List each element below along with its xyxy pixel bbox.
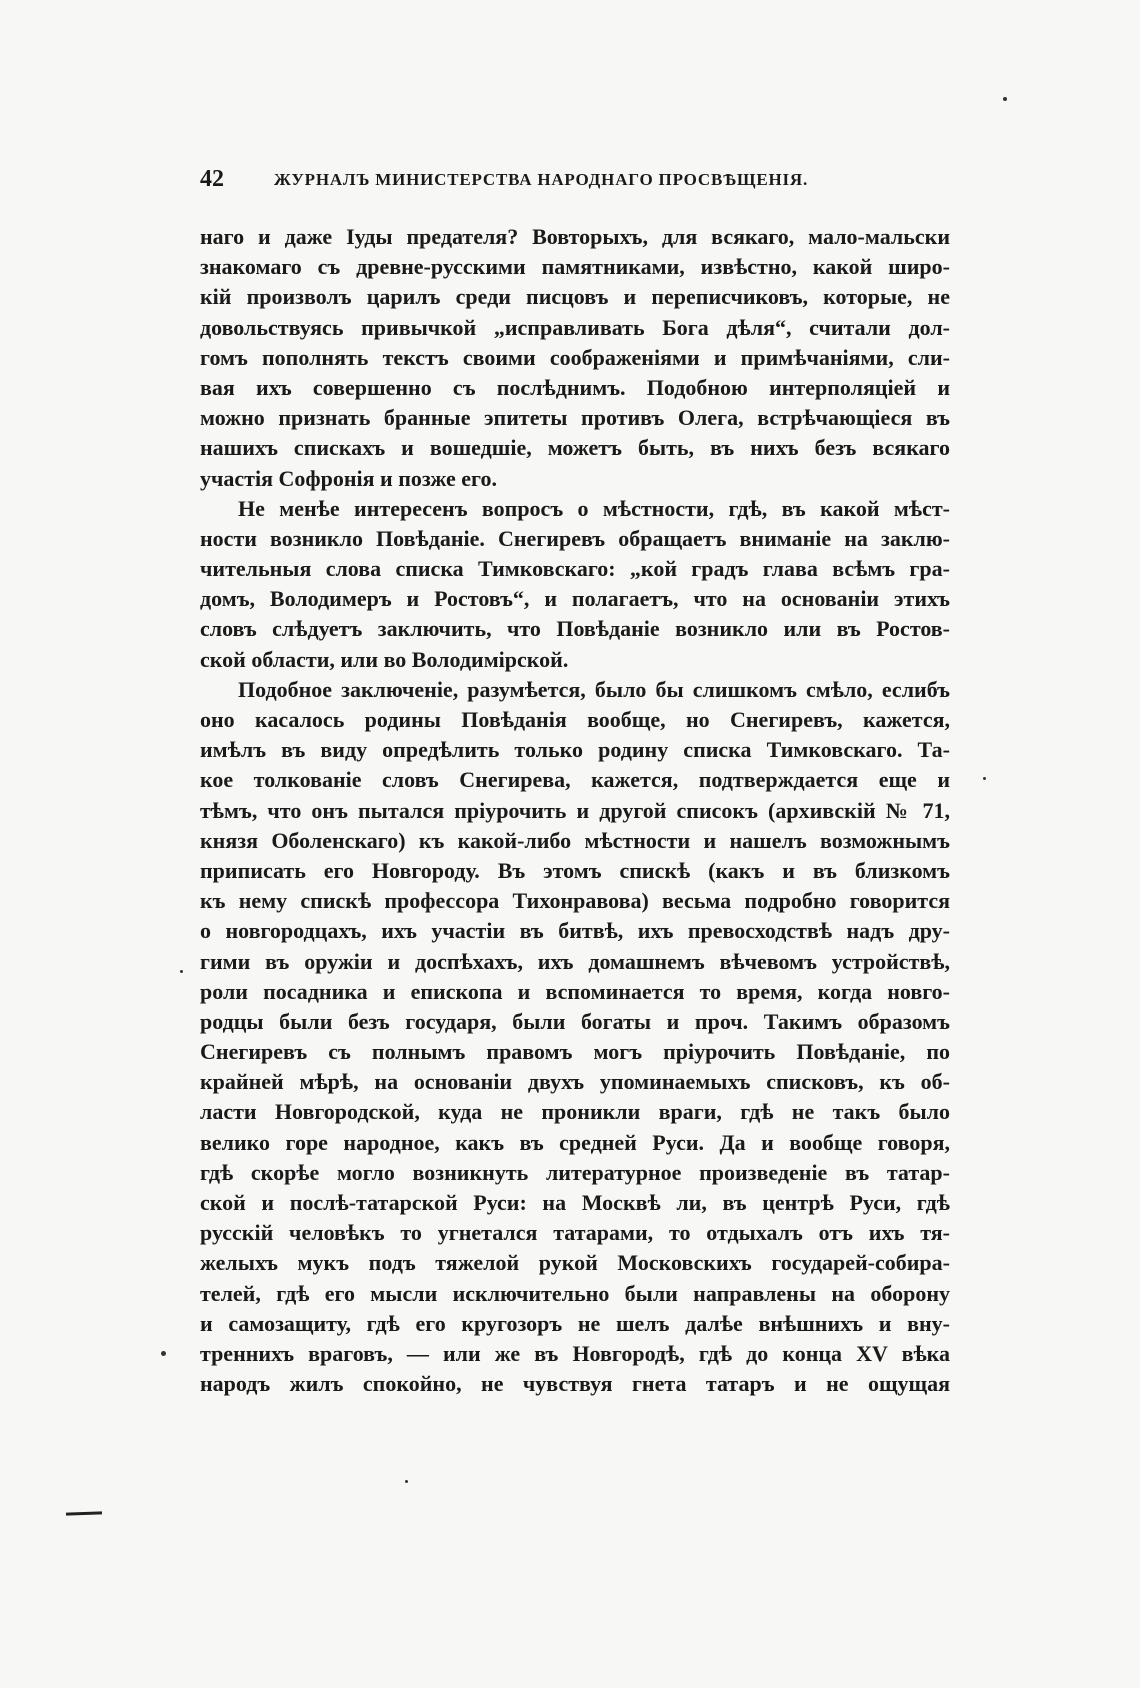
text-line: домъ, Володимеръ и Ростовъ“, и полагаетъ, что на основаніи этихъ — [200, 586, 950, 612]
text-line: приписать его Новгороду. Въ этомъ спискѣ (какъ и въ близкомъ — [200, 857, 950, 883]
text-line: русскій человѣкъ то угнетался татарами, то отдыхалъ отъ ихъ тя- — [200, 1220, 950, 1246]
text-line: родцы были безъ государя, были богаты и проч. Такимъ образомъ — [200, 1008, 950, 1034]
text-line: народъ жилъ спокойно, не чувствуя гнета татаръ и не ощущая — [200, 1371, 950, 1397]
text-line: кое толкованіе словъ Снегирева, кажется, подтверждается еще и — [200, 767, 950, 793]
text-line: и самозащиту, гдѣ его кругозоръ не шелъ далѣе внѣшнихъ и вну- — [200, 1310, 950, 1336]
text-line: словъ слѣдуетъ заключить, что Повѣданіе возникло или въ Ростов- — [200, 616, 950, 642]
text-line: Подобное заключеніе, разумѣется, было бы слишкомъ смѣло, еслибъ — [238, 676, 950, 702]
text-line: ласти Новгородской, куда не проникли враги, гдѣ не такъ было — [200, 1099, 950, 1125]
text-line: вая ихъ совершенно съ послѣднимъ. Подобною интерполяціей и — [200, 374, 950, 400]
text-line: участія Софронія и позже его. — [200, 465, 497, 491]
scan-speck — [405, 1480, 408, 1483]
text-line: Не менѣе интересенъ вопросъ о мѣстности, гдѣ, въ какой мѣст- — [238, 495, 950, 521]
text-line: князя Оболенскаго) къ какой-либо мѣстности и нашелъ возможнымъ — [200, 827, 950, 853]
text-line: гдѣ скорѣе могло возникнуть литературное произведеніе въ татар- — [200, 1159, 950, 1185]
text-line: велико горе народное, какъ въ средней Руси. Да и вообще говоря, — [200, 1129, 950, 1155]
text-line: телей, гдѣ его мысли исключительно были направлены на оборону — [200, 1280, 950, 1306]
page-number: 42 — [200, 166, 224, 192]
scan-speck — [1003, 97, 1007, 101]
text-line: чительныя слова списка Тимковскаго: „кой градъ глава всѣмъ гра- — [200, 556, 950, 582]
text-line: желыхъ мукъ подъ тяжелой рукой Московскихъ государей-собира- — [200, 1250, 950, 1276]
text-line: Снегиревъ съ полнымъ правомъ могъ пріурочить Повѣданіе, по — [200, 1039, 950, 1065]
text-line: имѣлъ въ виду опредѣлить только родину списка Тимковскаго. Та- — [200, 737, 950, 763]
text-line: гомъ пополнять текстъ своими соображеніями и примѣчаніями, сли- — [200, 344, 950, 370]
text-line: кій произволъ царилъ среди писцовъ и переписчиковъ, которые, не — [200, 284, 950, 310]
text-line: тѣмъ, что онъ пытался пріурочить и другой списокъ (архивскій № 71, — [200, 797, 950, 823]
text-line: крайней мѣрѣ, на основаніи двухъ упоминаемыхъ списковъ, къ об- — [200, 1069, 950, 1095]
scan-speck — [983, 777, 986, 780]
text-line: довольствуясь привычкой „исправливать Бога дѣля“, считали дол- — [200, 314, 950, 340]
running-head — [200, 166, 960, 200]
journal-title: ЖУРНАЛЪ МИНИСТЕРСТВА НАРОДНАГО ПРОСВѢЩЕНІЯ. — [274, 170, 809, 189]
text-line: роли посадника и епископа и вспоминается то время, когда новго- — [200, 978, 950, 1004]
scan-speck — [161, 1351, 166, 1356]
text-line: можно признать бранные эпитеты противъ Олега, встрѣчающіеся въ — [200, 405, 950, 431]
text-line: треннихъ враговъ, — или же въ Новгородѣ, гдѣ до конца XV вѣка — [200, 1340, 950, 1366]
text-line: гими въ оружіи и доспѣхахъ, ихъ домашнемъ вѣчевомъ устройствѣ, — [200, 948, 950, 974]
text-line: къ нему спискѣ профессора Тихонравова) весьма подробно говорится — [200, 888, 950, 914]
text-line: ской области, или во Володимірской. — [200, 646, 569, 672]
text-line: наго и даже Іуды предателя? Вовторыхъ, для всякаго, мало-мальски — [200, 224, 950, 249]
text-line: о новгородцахъ, ихъ участіи въ битвѣ, ихъ превосходствѣ надъ дру- — [200, 918, 950, 944]
text-line: знакомаго съ древне-русскими памятниками, извѣстно, какой широ- — [200, 254, 950, 280]
text-line: нашихъ спискахъ и вошедшіе, можетъ быть, въ нихъ безъ всякаго — [200, 435, 950, 461]
body-text — [200, 222, 950, 1399]
text-line: ской и послѣ-татарской Руси: на Москвѣ ли, въ центрѣ Руси, гдѣ — [200, 1190, 950, 1215]
text-line: оно касалось родины Повѣданія вообще, но Снегиревъ, кажется, — [200, 707, 950, 732]
text-line: ности возникло Повѣданіе. Снегиревъ обращаетъ вниманіе на заклю- — [200, 525, 950, 551]
scan-dash-mark — [66, 1511, 102, 1515]
scan-speck — [180, 970, 183, 973]
